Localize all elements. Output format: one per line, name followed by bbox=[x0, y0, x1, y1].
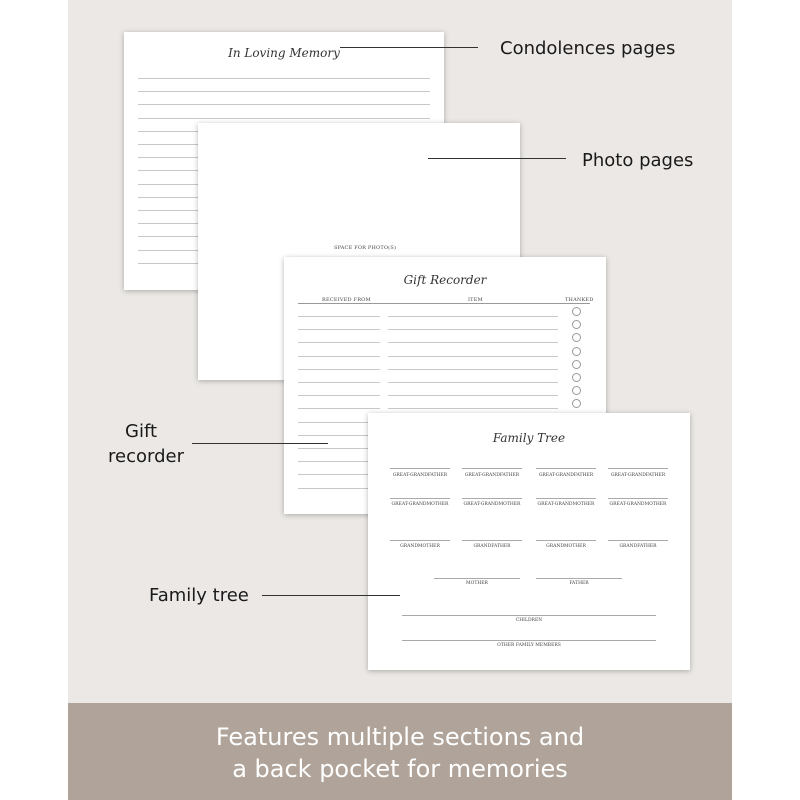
gift-row-line bbox=[388, 329, 558, 330]
ft-line bbox=[390, 540, 450, 541]
thanked-checkbox bbox=[572, 347, 581, 356]
footer-banner bbox=[68, 703, 732, 800]
family-tree-title: Family Tree bbox=[492, 431, 566, 445]
great-grandfather-label: GREAT-GRANDFATHER bbox=[392, 473, 448, 478]
thanked-checkbox bbox=[572, 307, 581, 316]
gift-row-line bbox=[298, 395, 380, 396]
family-tree-page bbox=[368, 413, 690, 670]
great-grandfather-label: GREAT-GRANDFATHER bbox=[464, 473, 520, 478]
ft-line bbox=[536, 540, 596, 541]
photo-leader bbox=[428, 158, 566, 159]
ruled-line bbox=[138, 118, 430, 119]
gift-row-line bbox=[298, 356, 380, 357]
ft-line bbox=[390, 468, 450, 469]
thanked-checkbox bbox=[572, 399, 581, 408]
great-grandfather-label: GREAT-GRANDFATHER bbox=[610, 473, 666, 478]
gift-row-line bbox=[298, 382, 380, 383]
gift-callout bbox=[108, 419, 184, 469]
gift-callout-line1: Gift bbox=[125, 421, 158, 442]
ft-line bbox=[462, 468, 522, 469]
gift-row-line bbox=[298, 316, 380, 317]
gift-leader bbox=[192, 443, 328, 444]
great-grandmother-label: GREAT-GRANDMOTHER bbox=[609, 502, 667, 507]
other-family-label: OTHER FAMILY MEMBERS bbox=[497, 643, 561, 648]
ft-line bbox=[536, 498, 596, 499]
condolences-callout: Condolences pages bbox=[500, 38, 676, 59]
gift-row-line bbox=[298, 342, 380, 343]
children-label: CHILDREN bbox=[515, 618, 543, 623]
footer-line-1: Features multiple sections and bbox=[215, 723, 585, 751]
mother-label: MOTHER bbox=[466, 581, 488, 586]
gift-row-line bbox=[388, 395, 558, 396]
thanked-checkbox bbox=[572, 386, 581, 395]
great-grandfather-label: GREAT-GRANDFATHER bbox=[538, 473, 594, 478]
gift-row-line bbox=[298, 408, 380, 409]
ruled-line bbox=[138, 91, 430, 92]
condolences-title: In Loving Memory bbox=[228, 46, 340, 60]
family-leader bbox=[262, 595, 400, 596]
thanked-checkbox bbox=[572, 333, 581, 342]
photo-caption: SPACE FOR PHOTO(S) bbox=[334, 245, 397, 251]
ft-line bbox=[402, 615, 656, 616]
gift-row-line bbox=[388, 356, 558, 357]
gift-row-line bbox=[388, 342, 558, 343]
ft-line bbox=[608, 540, 668, 541]
gift-row-line bbox=[298, 329, 380, 330]
gift-callout-line2: recorder bbox=[108, 446, 184, 467]
ruled-line bbox=[138, 104, 430, 105]
grandfather-label: GRANDFATHER bbox=[619, 544, 657, 549]
grandfather-label: GRANDFATHER bbox=[473, 544, 511, 549]
ruled-line bbox=[138, 78, 430, 79]
thanked-checkbox bbox=[572, 320, 581, 329]
gift-header-rule bbox=[298, 303, 590, 304]
col-thanked: THANKED bbox=[565, 297, 594, 303]
gift-row-line bbox=[298, 369, 380, 370]
gift-row-line bbox=[388, 316, 558, 317]
gift-row-line bbox=[388, 369, 558, 370]
ft-line bbox=[608, 498, 668, 499]
gift-row-line bbox=[388, 408, 558, 409]
ft-line bbox=[390, 498, 450, 499]
ft-line bbox=[536, 578, 622, 579]
great-grandmother-label: GREAT-GRANDMOTHER bbox=[463, 502, 521, 507]
ft-line bbox=[402, 640, 656, 641]
father-label: FATHER bbox=[569, 581, 589, 586]
ft-line bbox=[536, 468, 596, 469]
great-grandmother-label: GREAT-GRANDMOTHER bbox=[391, 502, 449, 507]
ft-line bbox=[608, 468, 668, 469]
grandmother-label: GRANDMOTHER bbox=[546, 544, 586, 549]
family-callout: Family tree bbox=[149, 585, 249, 606]
thanked-checkbox bbox=[572, 360, 581, 369]
ft-line bbox=[462, 498, 522, 499]
ft-line bbox=[462, 540, 522, 541]
thanked-checkbox bbox=[572, 373, 581, 382]
gift-row-line bbox=[388, 382, 558, 383]
col-received-from: RECEIVED FROM bbox=[322, 297, 371, 303]
footer-line-2: a back pocket for memories bbox=[232, 755, 568, 783]
col-item: ITEM bbox=[468, 297, 483, 303]
grandmother-label: GRANDMOTHER bbox=[400, 544, 440, 549]
ft-line bbox=[434, 578, 520, 579]
photo-callout: Photo pages bbox=[582, 150, 694, 171]
gift-recorder-title: Gift Recorder bbox=[403, 273, 487, 287]
condolences-leader bbox=[340, 47, 478, 48]
great-grandmother-label: GREAT-GRANDMOTHER bbox=[537, 502, 595, 507]
